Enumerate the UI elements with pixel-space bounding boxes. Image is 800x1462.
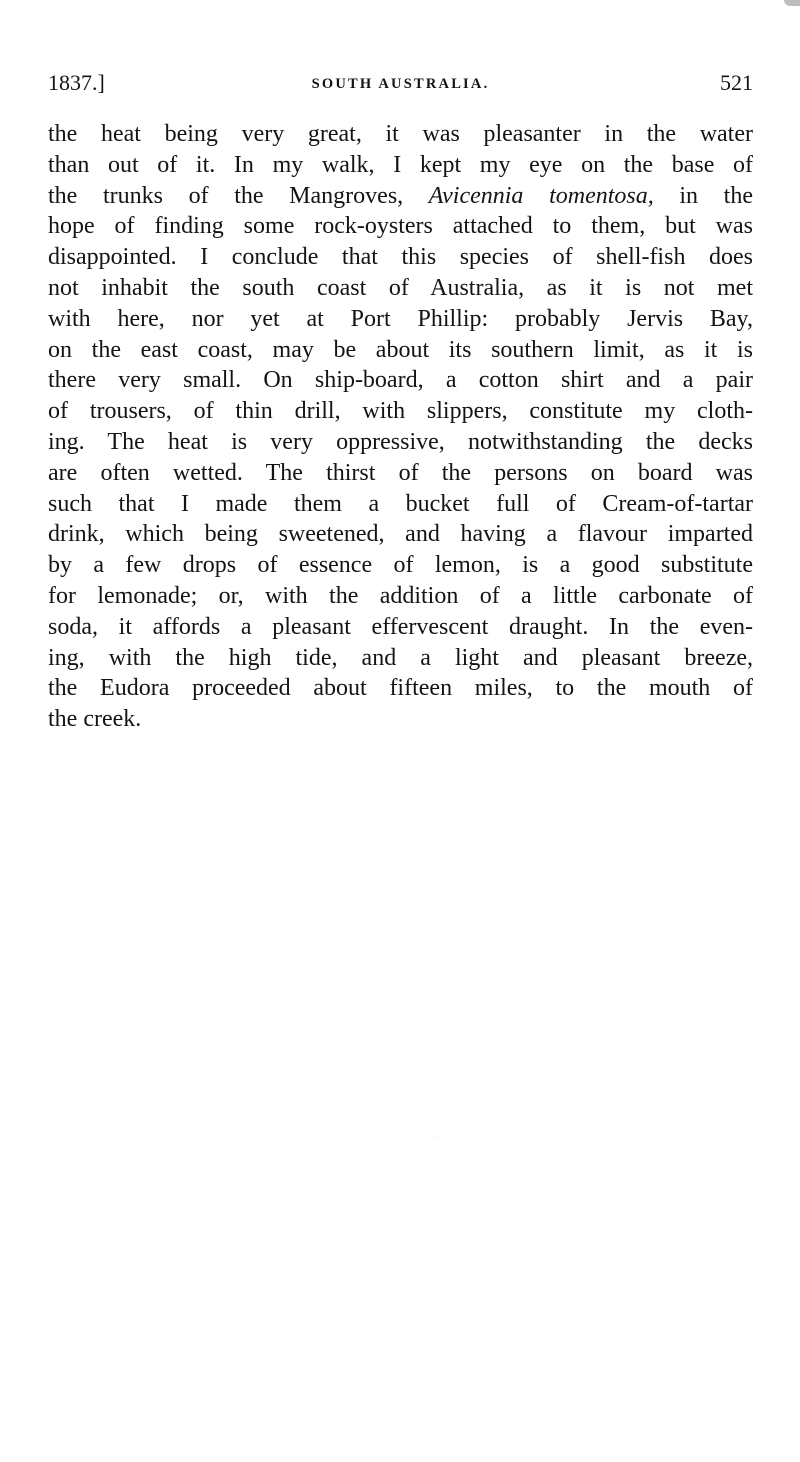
text-segment: than out of it. In my walk, I kept my eye on the base of xyxy=(48,151,753,178)
body-paragraph xyxy=(48,119,753,735)
text-line xyxy=(48,519,753,550)
text-segment: there very small. On ship-board, a cotton shirt and a pair xyxy=(48,367,753,394)
text-segment: of trousers, of thin drill, with slippers, constitute my cloth- xyxy=(48,398,753,425)
text-line xyxy=(48,211,753,242)
text-segment: with here, nor yet at Port Phillip: probably Jervis Bay, xyxy=(48,305,753,332)
text-line xyxy=(48,365,753,396)
text-line xyxy=(48,489,753,520)
text-line xyxy=(48,304,753,335)
text-segment: the heat being very great, it was pleasanter in the water xyxy=(48,121,753,147)
text-segment: such that I made them a bucket full of Cream-of-tartar xyxy=(48,490,753,517)
text-segment: for lemonade; or, with the addition of a little carbonate of xyxy=(48,582,753,609)
text-segment: ing, with the high tide, and a light and pleasant breeze, xyxy=(48,644,753,671)
text-line xyxy=(48,273,753,304)
text-line xyxy=(48,581,753,612)
scan-corner-mark xyxy=(784,0,800,6)
text-line xyxy=(48,119,753,150)
text-segment: hope of finding some rock-oysters attached to them, but was xyxy=(48,213,753,240)
text-line xyxy=(48,458,753,489)
text-segment: drink, which being sweetened, and having a flavour imparted xyxy=(48,521,753,548)
text-line xyxy=(48,550,753,581)
text-segment: in the xyxy=(679,182,753,209)
species-name-italic: Avicennia tomentosa, xyxy=(428,182,654,209)
text-line-last xyxy=(48,704,753,735)
text-segment: the trunks of the Mangroves, xyxy=(48,182,429,209)
header-year: 1837.] xyxy=(48,70,105,95)
page-number: 521 xyxy=(720,70,753,95)
text-segment: not inhabit the south coast of Australia, as it is not met xyxy=(48,274,753,301)
text-segment: the creek. xyxy=(48,706,142,733)
running-head xyxy=(48,68,753,98)
text-segment: the Eudora proceeded about fifteen miles, to the mouth of xyxy=(48,675,753,702)
text-line xyxy=(48,643,753,674)
text-line xyxy=(48,242,753,273)
text-line xyxy=(48,673,753,704)
text-segment: disappointed. I conclude that this species of shell-fish does xyxy=(48,244,753,271)
text-segment: by a few drops of essence of lemon, is a good substitute xyxy=(48,552,753,579)
header-title: SOUTH AUSTRALIA. xyxy=(311,76,490,92)
text-line xyxy=(48,150,753,181)
text-segment: on the east coast, may be about its southern limit, as it is xyxy=(48,336,753,363)
text-segment: soda, it affords a pleasant effervescent draught. In the even- xyxy=(48,613,753,640)
paper-speck xyxy=(437,1137,438,1138)
text-line xyxy=(48,335,753,366)
text-line xyxy=(48,612,753,643)
text-segment: ing. The heat is very oppressive, notwithstanding the decks xyxy=(48,428,753,455)
text-line xyxy=(48,427,753,458)
text-segment: are often wetted. The thirst of the persons on board was xyxy=(48,459,753,486)
text-line xyxy=(48,396,753,427)
text-line xyxy=(48,181,753,212)
